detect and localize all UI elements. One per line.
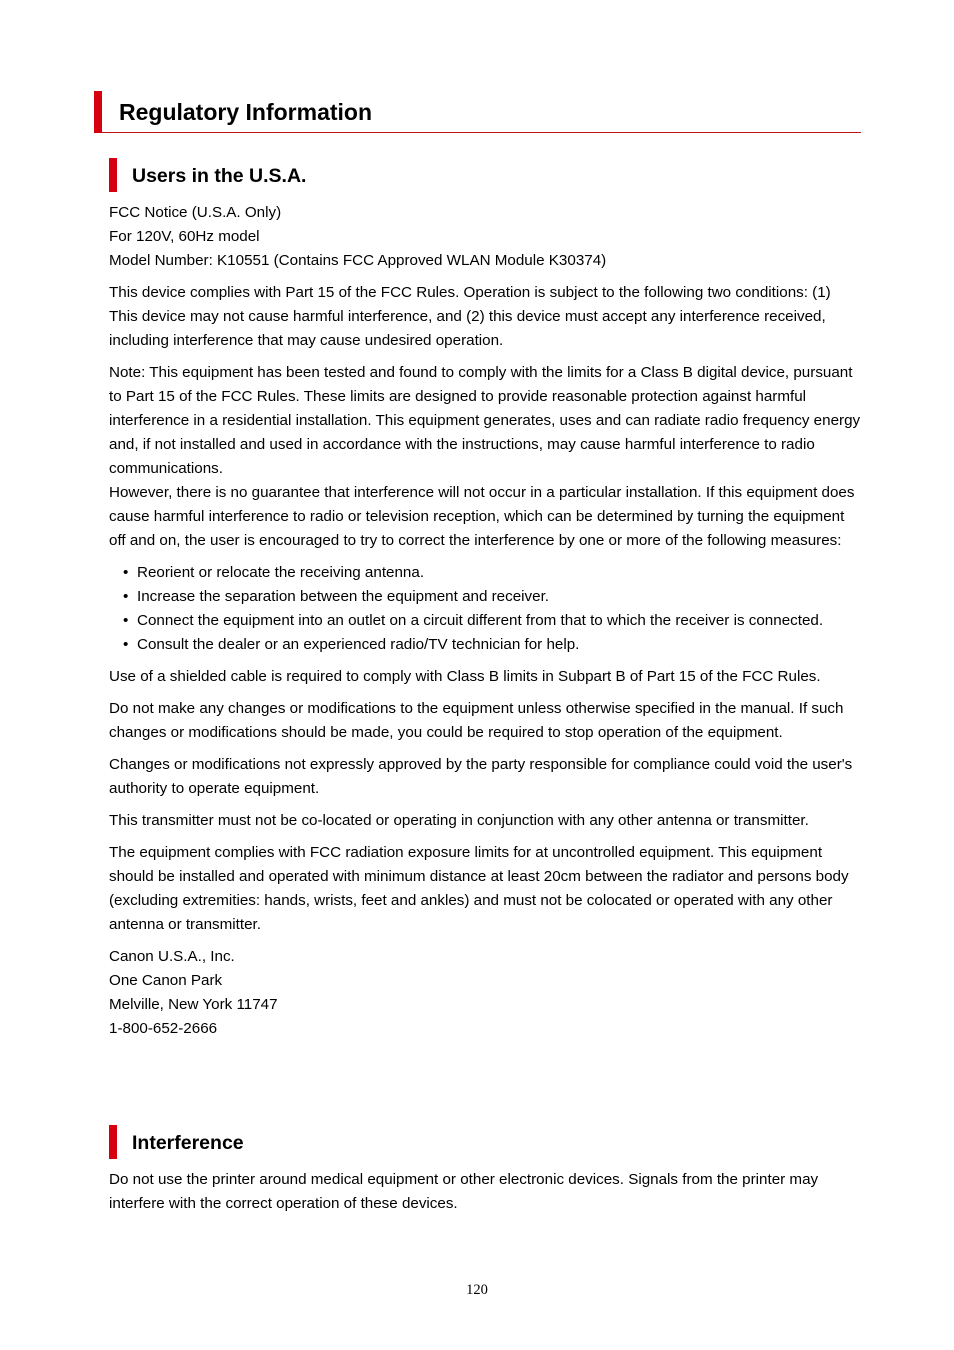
fcc-notice-line: Model Number: K10551 (Contains FCC Approved WLAN Module K30374): [109, 252, 607, 269]
paragraph-transmitter: This transmitter must not be co-located or operating in conjunction with any other antenna or transmitter.: [109, 812, 809, 829]
address-block: [109, 945, 861, 1041]
address-line: Melville, New York 11747: [109, 996, 278, 1013]
fcc-notice-block: [109, 201, 861, 273]
section-accent-bar: [109, 158, 117, 192]
list-item-text: Connect the equipment into an outlet on a circuit different from that to which the receiver is connected.: [137, 612, 824, 629]
list-item-text: Increase the separation between the equipment and receiver.: [137, 588, 550, 605]
paragraph-void: Changes or modifications not expressly approved by the party responsible for compliance could void the user's authority to operate equipment.: [109, 756, 853, 797]
paragraph-shielded-cable: Use of a shielded cable is required to comply with Class B limits in Subpart B of Part 15 of the FCC Rules.: [109, 668, 821, 685]
list-item: [109, 561, 861, 585]
list-item-text: Consult the dealer or an experienced radio/TV technician for help.: [137, 636, 580, 653]
paragraph-changes: Do not make any changes or modifications to the equipment unless otherwise specified in the manual. If such changes or modifications should be made, you could be required to stop operation of the equipment.: [109, 700, 844, 741]
fcc-notice-line: FCC Notice (U.S.A. Only): [109, 204, 282, 221]
section-body-usa: [109, 201, 861, 1041]
address-line: 1-800-652-2666: [109, 1020, 218, 1037]
list-item-text: Reorient or relocate the receiving antenna.: [137, 564, 425, 581]
section-title-interference: Interference: [132, 1132, 244, 1154]
bullet-icon: •: [123, 588, 129, 605]
fcc-notice-line: For 120V, 60Hz model: [109, 228, 260, 245]
title-accent-bar: [94, 91, 102, 133]
section-heading-usa: [109, 158, 809, 192]
bullet-icon: •: [123, 612, 129, 629]
measures-list: [109, 561, 861, 657]
paragraph-interference: Do not use the printer around medical equipment or other electronic devices. Signals from the printer may interfere with the correct operation of these devices.: [109, 1171, 819, 1212]
page-title-block: [94, 90, 861, 133]
paragraph-note: Note: This equipment has been tested and found to comply with the limits for a Class B digital device, pursuant to Part 15 of the FCC Rules. These limits are designed to provide reasonable protection against harmful interference in a residential installation. This equipment generates, uses and can radiate radio frequency energy and, if not installed and used in accordance with the instructions, may cause harmful interference to radio communications.: [109, 364, 861, 477]
bullet-icon: •: [123, 636, 129, 653]
paragraph-conditions: This device complies with Part 15 of the FCC Rules. Operation is subject to the following two conditions: (1) This device may not cause harmful interference, and (2) this device must accept any interference received, including interference that may cause undesired operation.: [109, 284, 831, 349]
section-accent-bar: [109, 1125, 117, 1159]
section-body-interference: [109, 1168, 861, 1216]
paragraph-however: However, there is no guarantee that interference will not occur in a particular installation. If this equipment does cause harmful interference to radio or television reception, which can be determined by turning the equipment off and on, the user is encouraged to try to correct the interference by one or more of the following measures:: [109, 484, 855, 549]
paragraph-exposure: The equipment complies with FCC radiation exposure limits for at uncontrolled equipment. This equipment should be installed and operated with minimum distance at least 20cm between the radiator and persons body (excluding extremities: hands, wrists, feet and ankles) and must not be colocated or operated with any other antenna or transmitter.: [109, 844, 849, 933]
list-item: [109, 585, 861, 609]
list-item: [109, 633, 861, 657]
list-item: [109, 609, 861, 633]
address-line: Canon U.S.A., Inc.: [109, 948, 235, 965]
section-title-usa: Users in the U.S.A.: [132, 165, 307, 187]
bullet-icon: •: [123, 564, 129, 581]
page-number: 120: [466, 1282, 488, 1298]
page-title: Regulatory Information: [119, 99, 373, 125]
section-heading-interference: [109, 1125, 809, 1159]
address-line: One Canon Park: [109, 972, 223, 989]
